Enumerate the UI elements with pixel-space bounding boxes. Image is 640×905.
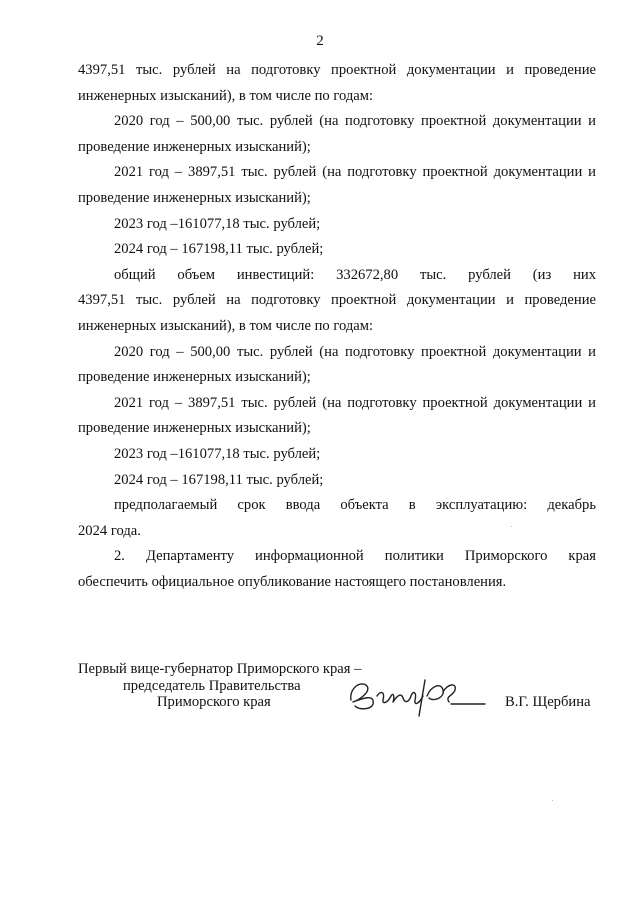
body-line: проведение инженерных изысканий); bbox=[78, 190, 311, 206]
signatory-title-line2: председатель Правительства bbox=[123, 678, 301, 694]
body-line: проведение инженерных изысканий); bbox=[78, 369, 311, 386]
body-line: 2021 год – 3897,51 тыс. рублей (на подготовку проектной документации и bbox=[114, 164, 596, 181]
page-number: 2 bbox=[316, 33, 324, 49]
body-line: 2024 года. bbox=[78, 522, 141, 539]
body-line: 2023 год –161077,18 тыс. рублей; bbox=[114, 215, 321, 232]
scan-speck bbox=[552, 800, 553, 801]
body-line: 2021 год – 3897,51 тыс. рублей (на подготовку проектной документации и bbox=[114, 394, 596, 411]
scan-speck bbox=[511, 526, 512, 527]
body-line: инженерных изысканий), в том числе по годам: bbox=[78, 318, 374, 334]
signatory-title-line3: Приморского края bbox=[157, 694, 271, 710]
body-line: 2024 год – 167198,11 тыс. рублей; bbox=[114, 241, 324, 258]
signatory-name: В.Г. Щербина bbox=[505, 694, 591, 710]
body-line: проведение инженерных изысканий); bbox=[78, 138, 311, 155]
body-line: 4397,51 тыс. рублей на подготовку проектной документации и проведение bbox=[78, 62, 596, 78]
body-line: 4397,51 тыс. рублей на подготовку проектной документации и проведение bbox=[78, 292, 596, 309]
body-line: предполагаемый срок ввода объекта в эксплуатацию: декабрь bbox=[114, 497, 596, 514]
body-line: 2020 год – 500,00 тыс. рублей (на подготовку проектной документации и bbox=[114, 113, 596, 130]
handwritten-signature bbox=[345, 674, 495, 720]
body-line: 2023 год –161077,18 тыс. рублей; bbox=[114, 446, 321, 462]
body-line: 2. Департаменту информационной политики Приморского края bbox=[114, 548, 596, 565]
body-line: 2024 год – 167198,11 тыс. рублей; bbox=[114, 471, 324, 488]
body-line: инженерных изысканий), в том числе по годам: bbox=[78, 87, 374, 104]
signatory-title-line1: Первый вице-губернатор Приморского края – bbox=[78, 661, 362, 677]
body-line: обеспечить официальное опубликование настоящего постановления. bbox=[78, 574, 507, 590]
body-line: 2020 год – 500,00 тыс. рублей (на подготовку проектной документации и bbox=[114, 343, 596, 360]
body-line: проведение инженерных изысканий); bbox=[78, 420, 311, 437]
body-line: общий объем инвестиций: 332672,80 тыс. рублей (из них bbox=[114, 266, 596, 283]
